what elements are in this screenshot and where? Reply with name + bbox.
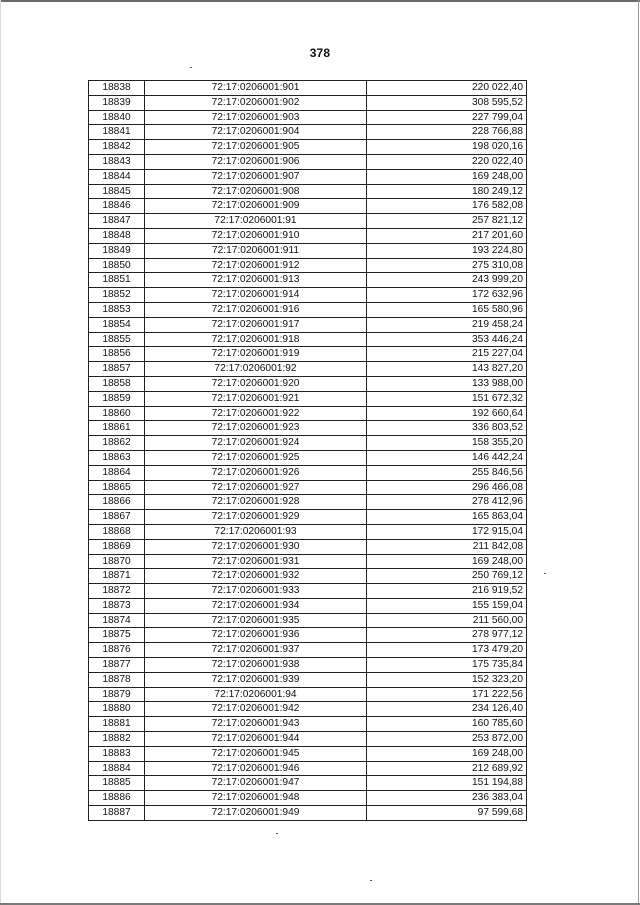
row-number-cell: 18840: [89, 110, 145, 125]
value-cell: 146 442,24: [367, 450, 527, 465]
cadastral-number-cell: 72:17:0206001:913: [145, 273, 367, 288]
table-row: [89, 302, 527, 317]
cadastral-number-cell: 72:17:0206001:920: [145, 376, 367, 391]
row-number-cell: 18851: [89, 273, 145, 288]
value-cell: 219 458,24: [367, 317, 527, 332]
row-number-cell: 18841: [89, 125, 145, 140]
value-cell: 257 821,12: [367, 214, 527, 229]
cadastral-number-cell: 72:17:0206001:928: [145, 495, 367, 510]
value-cell: 158 355,20: [367, 436, 527, 451]
value-cell: 133 988,00: [367, 376, 527, 391]
row-number-cell: 18849: [89, 243, 145, 258]
row-number-cell: 18844: [89, 169, 145, 184]
row-number-cell: 18866: [89, 495, 145, 510]
table-row: [89, 258, 527, 273]
value-cell: 175 735,84: [367, 658, 527, 673]
cadastral-number-cell: 72:17:0206001:906: [145, 154, 367, 169]
table-row: [89, 288, 527, 303]
row-number-cell: 18860: [89, 406, 145, 421]
row-number-cell: 18867: [89, 510, 145, 525]
value-cell: 228 766,88: [367, 125, 527, 140]
row-number-cell: 18872: [89, 584, 145, 599]
row-number-cell: 18876: [89, 643, 145, 658]
row-number-cell: 18870: [89, 554, 145, 569]
table-row: [89, 495, 527, 510]
table-row: [89, 806, 527, 821]
value-cell: 198 020,16: [367, 140, 527, 155]
table-row: [89, 702, 527, 717]
row-number-cell: 18885: [89, 776, 145, 791]
value-cell: 151 672,32: [367, 391, 527, 406]
value-cell: 165 863,04: [367, 510, 527, 525]
row-number-cell: 18886: [89, 791, 145, 806]
row-number-cell: 18863: [89, 450, 145, 465]
value-cell: 212 689,92: [367, 761, 527, 776]
cadastral-number-cell: 72:17:0206001:937: [145, 643, 367, 658]
table-row: [89, 569, 527, 584]
value-cell: 216 919,52: [367, 584, 527, 599]
value-cell: 152 323,20: [367, 672, 527, 687]
row-number-cell: 18846: [89, 199, 145, 214]
table-row: [89, 140, 527, 155]
value-cell: 234 126,40: [367, 702, 527, 717]
value-cell: 143 827,20: [367, 362, 527, 377]
table-row: [89, 584, 527, 599]
row-number-cell: 18839: [89, 95, 145, 110]
value-cell: 227 799,04: [367, 110, 527, 125]
value-cell: 169 248,00: [367, 169, 527, 184]
table-row: [89, 273, 527, 288]
scan-top-edge: [0, 0, 640, 2]
value-cell: 220 022,40: [367, 81, 527, 96]
table-row: [89, 199, 527, 214]
row-number-cell: 18855: [89, 332, 145, 347]
table-row: [89, 510, 527, 525]
row-number-cell: 18868: [89, 524, 145, 539]
scan-left-edge: [0, 0, 1, 905]
row-number-cell: 18880: [89, 702, 145, 717]
row-number-cell: 18842: [89, 140, 145, 155]
row-number-cell: 18857: [89, 362, 145, 377]
cadastral-number-cell: 72:17:0206001:946: [145, 761, 367, 776]
cadastral-number-cell: 72:17:0206001:922: [145, 406, 367, 421]
cadastral-number-cell: 72:17:0206001:918: [145, 332, 367, 347]
row-number-cell: 18854: [89, 317, 145, 332]
cadastral-number-cell: 72:17:0206001:944: [145, 732, 367, 747]
table-row: [89, 791, 527, 806]
cadastral-number-cell: 72:17:0206001:92: [145, 362, 367, 377]
row-number-cell: 18852: [89, 288, 145, 303]
cadastral-number-cell: 72:17:0206001:912: [145, 258, 367, 273]
value-cell: 296 466,08: [367, 480, 527, 495]
cadastral-number-cell: 72:17:0206001:903: [145, 110, 367, 125]
row-number-cell: 18869: [89, 539, 145, 554]
cadastral-number-cell: 72:17:0206001:930: [145, 539, 367, 554]
cadastral-number-cell: 72:17:0206001:905: [145, 140, 367, 155]
value-cell: 275 310,08: [367, 258, 527, 273]
value-cell: 255 846,56: [367, 465, 527, 480]
table-row: [89, 332, 527, 347]
table-row: [89, 465, 527, 480]
cadastral-number-cell: 72:17:0206001:904: [145, 125, 367, 140]
value-cell: 165 580,96: [367, 302, 527, 317]
scan-speck: [276, 833, 278, 834]
table-row: [89, 613, 527, 628]
table-row: [89, 598, 527, 613]
scan-speck: [190, 67, 192, 68]
cadastral-number-cell: 72:17:0206001:939: [145, 672, 367, 687]
table-row: [89, 214, 527, 229]
table-row: [89, 658, 527, 673]
table-row: [89, 746, 527, 761]
value-cell: 180 249,12: [367, 184, 527, 199]
table-row: [89, 450, 527, 465]
table-row: [89, 554, 527, 569]
table-row: [89, 95, 527, 110]
page-number: 378: [309, 46, 331, 60]
cadastral-number-cell: 72:17:0206001:901: [145, 81, 367, 96]
table-row: [89, 643, 527, 658]
cadastral-number-cell: 72:17:0206001:907: [145, 169, 367, 184]
table-row: [89, 376, 527, 391]
row-number-cell: 18881: [89, 717, 145, 732]
cadastral-number-cell: 72:17:0206001:942: [145, 702, 367, 717]
cadastral-number-cell: 72:17:0206001:926: [145, 465, 367, 480]
table-row: [89, 317, 527, 332]
cadastral-number-cell: 72:17:0206001:945: [145, 746, 367, 761]
row-number-cell: 18838: [89, 81, 145, 96]
value-cell: 217 201,60: [367, 228, 527, 243]
row-number-cell: 18848: [89, 228, 145, 243]
scan-speck: [544, 573, 546, 574]
cadastral-number-cell: 72:17:0206001:938: [145, 658, 367, 673]
row-number-cell: 18874: [89, 613, 145, 628]
value-cell: 169 248,00: [367, 746, 527, 761]
value-cell: 192 660,64: [367, 406, 527, 421]
cadastral-number-cell: 72:17:0206001:91: [145, 214, 367, 229]
table-row: [89, 391, 527, 406]
table-row: [89, 110, 527, 125]
cadastral-number-cell: 72:17:0206001:943: [145, 717, 367, 732]
value-cell: 160 785,60: [367, 717, 527, 732]
row-number-cell: 18884: [89, 761, 145, 776]
row-number-cell: 18861: [89, 421, 145, 436]
table-row: [89, 436, 527, 451]
value-cell: 236 383,04: [367, 791, 527, 806]
value-cell: 172 915,04: [367, 524, 527, 539]
cadastral-number-cell: 72:17:0206001:929: [145, 510, 367, 525]
cadastral-number-cell: 72:17:0206001:932: [145, 569, 367, 584]
table-row: [89, 169, 527, 184]
cadastral-value-table: [88, 80, 527, 821]
cadastral-number-cell: 72:17:0206001:933: [145, 584, 367, 599]
row-number-cell: 18858: [89, 376, 145, 391]
table-body: [89, 81, 527, 821]
value-cell: 173 479,20: [367, 643, 527, 658]
value-cell: 336 803,52: [367, 421, 527, 436]
table-row: [89, 243, 527, 258]
row-number-cell: 18879: [89, 687, 145, 702]
table-row: [89, 421, 527, 436]
table-row: [89, 776, 527, 791]
table-row: [89, 228, 527, 243]
cadastral-number-cell: 72:17:0206001:935: [145, 613, 367, 628]
row-number-cell: 18873: [89, 598, 145, 613]
row-number-cell: 18882: [89, 732, 145, 747]
cadastral-number-cell: 72:17:0206001:936: [145, 628, 367, 643]
value-cell: 211 560,00: [367, 613, 527, 628]
cadastral-number-cell: 72:17:0206001:934: [145, 598, 367, 613]
value-cell: 193 224,80: [367, 243, 527, 258]
row-number-cell: 18865: [89, 480, 145, 495]
table-row: [89, 628, 527, 643]
cadastral-number-cell: 72:17:0206001:931: [145, 554, 367, 569]
table-row: [89, 184, 527, 199]
cadastral-number-cell: 72:17:0206001:916: [145, 302, 367, 317]
row-number-cell: 18847: [89, 214, 145, 229]
cadastral-number-cell: 72:17:0206001:914: [145, 288, 367, 303]
value-cell: 155 159,04: [367, 598, 527, 613]
row-number-cell: 18845: [89, 184, 145, 199]
scan-right-edge: [638, 0, 639, 905]
value-cell: 211 842,08: [367, 539, 527, 554]
table-row: [89, 761, 527, 776]
cadastral-number-cell: 72:17:0206001:911: [145, 243, 367, 258]
cadastral-number-cell: 72:17:0206001:919: [145, 347, 367, 362]
table-row: [89, 81, 527, 96]
cadastral-number-cell: 72:17:0206001:908: [145, 184, 367, 199]
row-number-cell: 18856: [89, 347, 145, 362]
table-row: [89, 480, 527, 495]
table-row: [89, 524, 527, 539]
table-row: [89, 125, 527, 140]
row-number-cell: 18853: [89, 302, 145, 317]
cadastral-number-cell: 72:17:0206001:917: [145, 317, 367, 332]
cadastral-number-cell: 72:17:0206001:948: [145, 791, 367, 806]
row-number-cell: 18862: [89, 436, 145, 451]
table-row: [89, 672, 527, 687]
table-row: [89, 732, 527, 747]
value-cell: 97 599,68: [367, 806, 527, 821]
row-number-cell: 18883: [89, 746, 145, 761]
cadastral-number-cell: 72:17:0206001:947: [145, 776, 367, 791]
table-row: [89, 347, 527, 362]
cadastral-number-cell: 72:17:0206001:921: [145, 391, 367, 406]
row-number-cell: 18871: [89, 569, 145, 584]
table-row: [89, 717, 527, 732]
value-cell: 215 227,04: [367, 347, 527, 362]
value-cell: 176 582,08: [367, 199, 527, 214]
row-number-cell: 18859: [89, 391, 145, 406]
table-row: [89, 539, 527, 554]
value-cell: 172 632,96: [367, 288, 527, 303]
row-number-cell: 18887: [89, 806, 145, 821]
cadastral-number-cell: 72:17:0206001:902: [145, 95, 367, 110]
row-number-cell: 18875: [89, 628, 145, 643]
value-cell: 169 248,00: [367, 554, 527, 569]
cadastral-number-cell: 72:17:0206001:909: [145, 199, 367, 214]
row-number-cell: 18864: [89, 465, 145, 480]
cadastral-number-cell: 72:17:0206001:94: [145, 687, 367, 702]
table-row: [89, 362, 527, 377]
table-row: [89, 154, 527, 169]
value-cell: 220 022,40: [367, 154, 527, 169]
cadastral-number-cell: 72:17:0206001:923: [145, 421, 367, 436]
value-cell: 151 194,88: [367, 776, 527, 791]
cadastral-number-cell: 72:17:0206001:910: [145, 228, 367, 243]
table-row: [89, 406, 527, 421]
value-cell: 253 872,00: [367, 732, 527, 747]
row-number-cell: 18877: [89, 658, 145, 673]
cadastral-number-cell: 72:17:0206001:924: [145, 436, 367, 451]
value-cell: 308 595,52: [367, 95, 527, 110]
value-cell: 278 977,12: [367, 628, 527, 643]
value-cell: 353 446,24: [367, 332, 527, 347]
row-number-cell: 18850: [89, 258, 145, 273]
table-row: [89, 687, 527, 702]
cadastral-number-cell: 72:17:0206001:949: [145, 806, 367, 821]
value-cell: 171 222,56: [367, 687, 527, 702]
row-number-cell: 18843: [89, 154, 145, 169]
row-number-cell: 18878: [89, 672, 145, 687]
value-cell: 243 999,20: [367, 273, 527, 288]
cadastral-number-cell: 72:17:0206001:925: [145, 450, 367, 465]
value-cell: 250 769,12: [367, 569, 527, 584]
cadastral-number-cell: 72:17:0206001:927: [145, 480, 367, 495]
value-cell: 278 412,96: [367, 495, 527, 510]
scan-speck: [370, 880, 372, 881]
cadastral-number-cell: 72:17:0206001:93: [145, 524, 367, 539]
